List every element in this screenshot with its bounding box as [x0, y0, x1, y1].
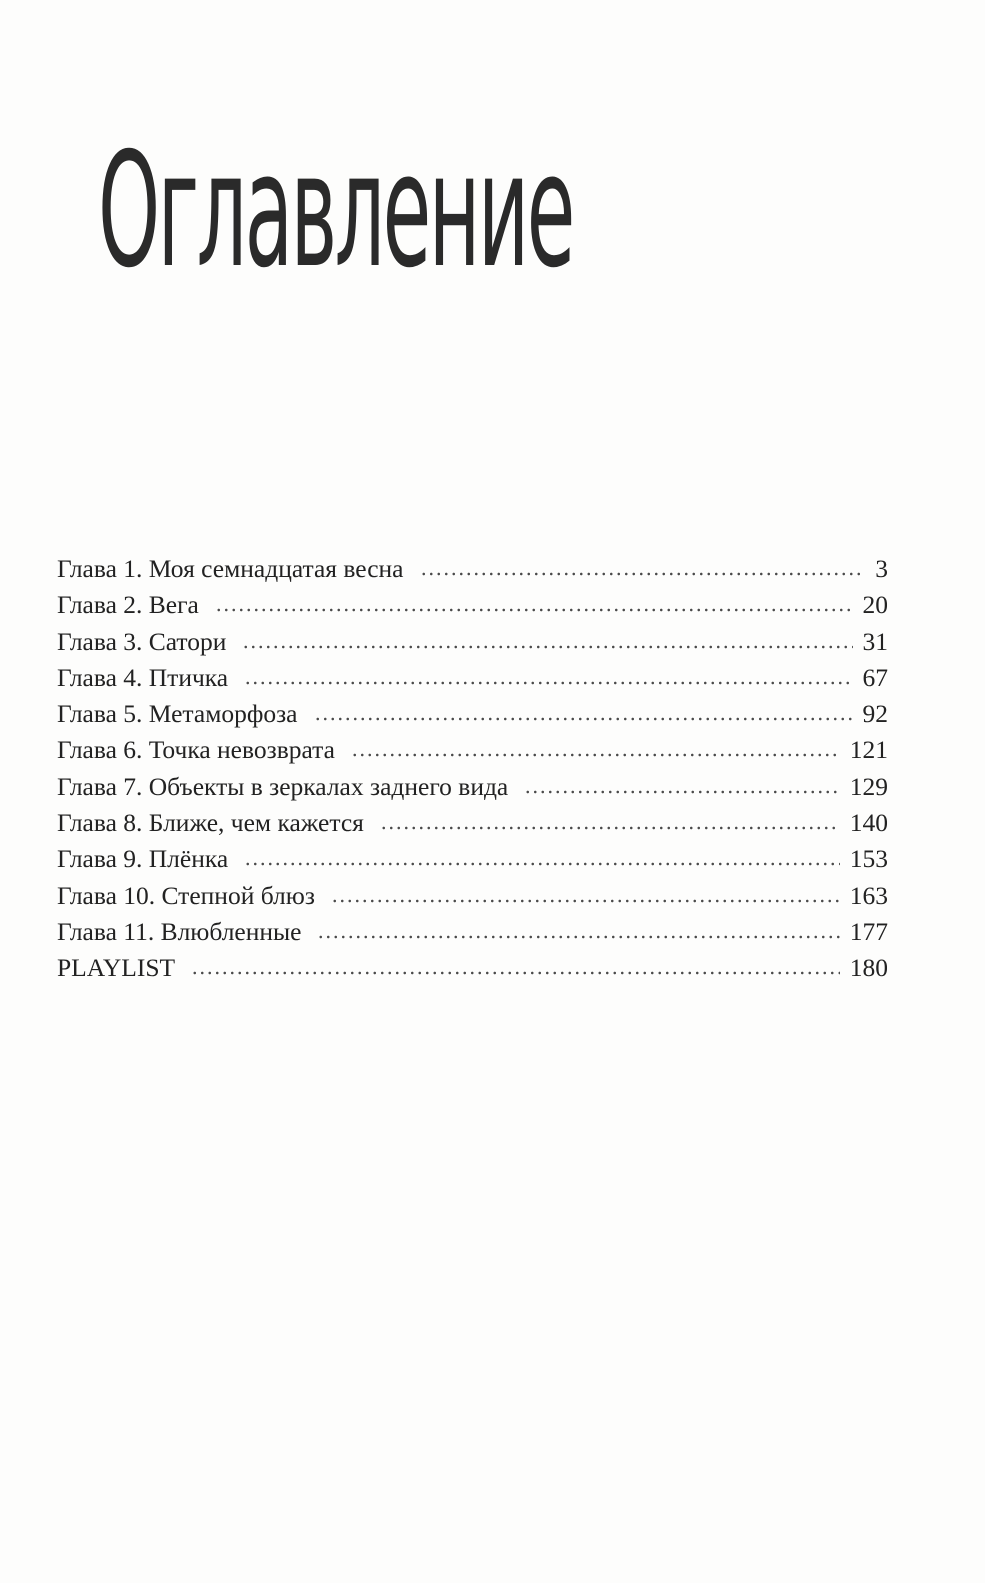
toc-entry	[57, 663, 888, 699]
toc-entry-page: 20	[862, 590, 888, 620]
toc-entry	[57, 554, 888, 590]
toc-entry-page: 67	[862, 662, 888, 692]
toc-entry-title: Глава 1. Моя семнадцатая весна	[57, 554, 404, 583]
toc-entry-page: 31	[862, 626, 888, 656]
toc-entry-title: Глава 11. Влюбленные	[57, 916, 302, 946]
toc-entry	[57, 699, 888, 735]
dot-leader	[242, 644, 852, 650]
dot-leader	[215, 607, 853, 613]
toc-entry-page: 140	[849, 808, 888, 838]
toc-entry	[57, 735, 888, 771]
toc-entry-title: PLAYLIST	[57, 953, 176, 983]
toc-entry-title: Глава 7. Объекты в зеркалах заднего вида	[57, 771, 509, 801]
page-title: Оглавление	[98, 119, 573, 303]
dot-leader	[317, 934, 839, 940]
toc-entry-title: Глава 9. Плёнка	[57, 844, 229, 874]
toc-entry	[57, 772, 888, 808]
dot-leader	[351, 752, 840, 758]
toc-entry	[57, 953, 888, 989]
dot-leader	[331, 898, 840, 904]
toc-entry-page: 3	[875, 554, 888, 583]
toc-entry-page: 177	[849, 916, 888, 946]
toc-entry-page: 92	[862, 699, 888, 729]
toc-entry	[57, 627, 888, 663]
toc-entry	[57, 808, 888, 844]
toc-entry	[57, 881, 888, 917]
toc-entry-page: 180	[849, 953, 888, 983]
dot-leader	[244, 680, 852, 686]
table-of-contents	[57, 554, 888, 990]
toc-entry-page: 163	[849, 880, 888, 910]
toc-entry-page: 121	[849, 735, 888, 765]
toc-entry-title: Глава 5. Метаморфоза	[57, 699, 298, 729]
toc-entry-title: Глава 8. Ближе, чем кажется	[57, 808, 364, 838]
toc-entry-title: Глава 6. Точка невозврата	[57, 735, 335, 765]
dot-leader	[314, 716, 853, 722]
toc-entry-title: Глава 2. Вега	[57, 590, 199, 620]
toc-entry	[57, 844, 888, 880]
toc-entry	[57, 917, 888, 953]
toc-entry-page: 153	[849, 844, 888, 874]
dot-leader	[420, 571, 866, 577]
toc-entry-page: 129	[849, 771, 888, 801]
dot-leader	[244, 861, 840, 867]
dot-leader	[191, 970, 840, 976]
toc-entry	[57, 590, 888, 626]
dot-leader	[380, 825, 840, 831]
dot-leader	[524, 789, 839, 795]
toc-entry-title: Глава 4. Птичка	[57, 662, 229, 692]
toc-entry-title: Глава 3. Сатори	[57, 626, 227, 656]
toc-entry-title: Глава 10. Степной блюз	[57, 880, 315, 910]
